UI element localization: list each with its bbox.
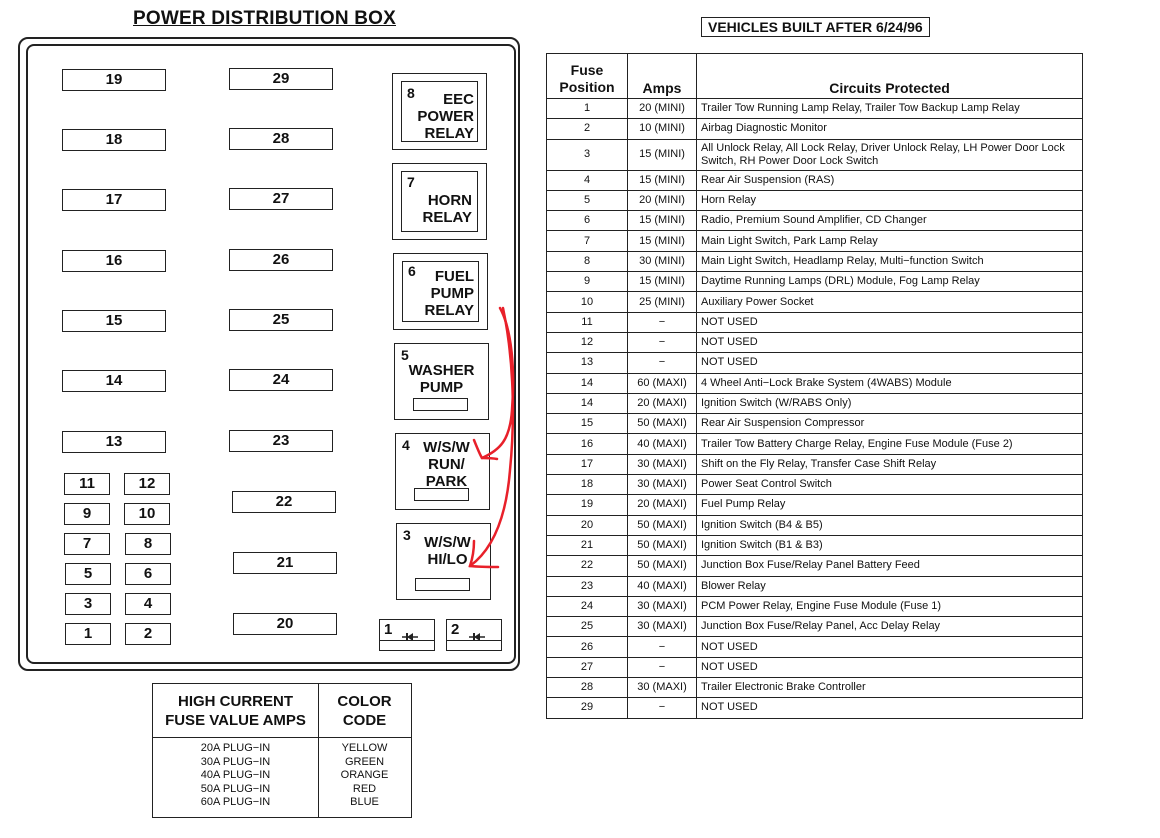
fuse-position-cell: 9 <box>547 272 628 292</box>
relay-label-line: W/S/W <box>424 534 471 551</box>
relay-label-line: RELAY <box>424 302 474 319</box>
fuse-amps-cell: − <box>628 637 697 657</box>
fuse-position-cell: 14 <box>547 373 628 393</box>
fuse-position-cell: 19 <box>547 495 628 515</box>
fuse-position-cell: 28 <box>547 678 628 698</box>
mini-fuse-slot: 2 <box>125 623 171 645</box>
fuse-circuits-cell: Shift on the Fly Relay, Transfer Case Shift Relay <box>697 454 1083 474</box>
legend-header-amps <box>153 692 318 730</box>
fuse-circuits-cell: 4 Wheel Anti−Lock Brake System (4WABS) Module <box>697 373 1083 393</box>
relay-eec-power <box>392 73 487 150</box>
fuse-table-row <box>547 393 1083 413</box>
fuse-slot: 28 <box>229 128 333 150</box>
fuse-amps-cell: 50 (MAXI) <box>628 556 697 576</box>
legend-value: 30A PLUG−IN <box>200 755 271 768</box>
fuse-amps-cell: 20 (MINI) <box>628 99 697 119</box>
fuse-amps-cell: 50 (MAXI) <box>628 414 697 434</box>
fuse-amps-cell: 10 (MINI) <box>628 119 697 139</box>
relay-wsw-hi-lo <box>396 523 491 600</box>
fuse-table-row <box>547 535 1083 555</box>
fuse-table-row <box>547 190 1083 210</box>
legend-colors-column <box>318 742 411 810</box>
fuse-slot: 13 <box>62 431 166 453</box>
legend-color: BLUE <box>350 796 379 808</box>
fuse-circuits-cell: Ignition Switch (B4 & B5) <box>697 515 1083 535</box>
fuse-table-row <box>547 495 1083 515</box>
fuse-circuits-cell: NOT USED <box>697 312 1083 332</box>
fuse-slot: 19 <box>62 69 166 91</box>
fuse-slot: 23 <box>229 430 333 452</box>
relay-number: 5 <box>401 347 409 363</box>
fuse-amps-cell: 40 (MAXI) <box>628 576 697 596</box>
mini-fuse-slot: 1 <box>65 623 111 645</box>
fuse-position-cell: 21 <box>547 535 628 555</box>
relay-wsw-run-park <box>395 433 490 510</box>
fuse-amps-cell: 15 (MINI) <box>628 139 697 170</box>
header-line: Position <box>559 79 615 95</box>
fuse-position-cell: 22 <box>547 556 628 576</box>
fuse-circuits-cell: Power Seat Control Switch <box>697 475 1083 495</box>
fuse-position-cell: 18 <box>547 475 628 495</box>
fuse-position-cell: 1 <box>547 99 628 119</box>
fuse-table-row <box>547 596 1083 616</box>
fuse-table-row <box>547 139 1083 170</box>
relay-label-line: POWER <box>417 108 474 125</box>
fuse-position-cell: 16 <box>547 434 628 454</box>
fuse-position-cell: 20 <box>547 515 628 535</box>
mini-fuse-slot: 8 <box>125 533 171 555</box>
fuse-amps-cell: 20 (MINI) <box>628 190 697 210</box>
relay-slot <box>414 488 469 501</box>
legend-header-line: FUSE VALUE AMPS <box>165 712 306 729</box>
legend-values-column <box>153 742 318 810</box>
diode-symbol-icon <box>469 632 485 642</box>
fuse-table-row <box>547 99 1083 119</box>
legend-color: GREEN <box>344 755 385 768</box>
fuse-position-cell: 8 <box>547 251 628 271</box>
mini-fuse-slot: 9 <box>64 503 110 525</box>
relay-label <box>401 362 482 396</box>
header-line: Fuse <box>570 62 604 78</box>
fuse-circuits-cell: Rear Air Suspension (RAS) <box>697 170 1083 190</box>
fuse-circuits-cell: PCM Power Relay, Engine Fuse Module (Fuse 1) <box>697 596 1083 616</box>
fuse-position-cell: 27 <box>547 657 628 677</box>
relay-label <box>425 268 474 319</box>
relay-fuel-pump <box>393 253 488 330</box>
fuse-circuits-cell: All Unlock Relay, All Lock Relay, Driver Unlock Relay, LH Power Door Lock Switch, RH Power Door Lock Switch <box>697 139 1083 170</box>
fuse-amps-cell: 30 (MAXI) <box>628 678 697 698</box>
mini-fuse-slot: 5 <box>65 563 111 585</box>
column-header-position <box>547 54 628 99</box>
fuse-position-cell: 17 <box>547 454 628 474</box>
fuse-position-cell: 6 <box>547 211 628 231</box>
fuse-position-cell: 26 <box>547 637 628 657</box>
fuse-table-row <box>547 515 1083 535</box>
relay-number: 8 <box>407 85 415 101</box>
fuse-circuits-cell: NOT USED <box>697 353 1083 373</box>
fuse-circuits-cell: NOT USED <box>697 698 1083 718</box>
fuse-amps-cell: 15 (MINI) <box>628 272 697 292</box>
power-distribution-box-title: POWER DISTRIBUTION BOX <box>133 8 397 29</box>
diode-number: 1 <box>384 621 393 638</box>
fuse-position-cell: 15 <box>547 414 628 434</box>
fuse-table-title: VEHICLES BUILT AFTER 6/24/96 <box>701 17 930 37</box>
fuse-amps-cell: 30 (MAXI) <box>628 475 697 495</box>
legend-value: 40A PLUG−IN <box>200 769 271 781</box>
fuse-table-row <box>547 332 1083 352</box>
fuse-circuits-cell: Trailer Electronic Brake Controller <box>697 678 1083 698</box>
fuse-amps-cell: 20 (MAXI) <box>628 495 697 515</box>
fuse-table-row <box>547 678 1083 698</box>
fuse-amps-cell: 20 (MAXI) <box>628 393 697 413</box>
diode-symbol-icon <box>402 632 418 642</box>
relay-slot <box>415 578 470 591</box>
fuse-amps-cell: − <box>628 657 697 677</box>
fuse-position-cell: 10 <box>547 292 628 312</box>
fuse-slot: 17 <box>62 189 166 211</box>
legend-header-line: HIGH CURRENT <box>178 693 293 710</box>
fuse-table-row <box>547 373 1083 393</box>
relay-label-line: HI/LO <box>427 551 468 568</box>
fuse-table-row <box>547 475 1083 495</box>
fuse-position-cell: 12 <box>547 332 628 352</box>
fuse-table-row <box>547 119 1083 139</box>
mini-fuse-slot: 3 <box>65 593 111 615</box>
mini-fuse-slot: 10 <box>124 503 170 525</box>
fuse-table-row <box>547 434 1083 454</box>
mini-fuse-slot: 4 <box>125 593 171 615</box>
fuse-amps-cell: − <box>628 698 697 718</box>
legend-header-line: COLOR <box>337 693 392 710</box>
fuse-circuits-cell: Main Light Switch, Park Lamp Relay <box>697 231 1083 251</box>
relay-number: 7 <box>407 174 415 190</box>
relay-number: 6 <box>408 263 416 279</box>
fuse-circuits-cell: NOT USED <box>697 332 1083 352</box>
fuse-table-row <box>547 576 1083 596</box>
fuse-table-row <box>547 556 1083 576</box>
relay-label-line: RELAY <box>424 125 474 142</box>
legend-color: ORANGE <box>340 769 389 781</box>
fuse-amps-cell: 60 (MAXI) <box>628 373 697 393</box>
fuse-circuits-cell: Blower Relay <box>697 576 1083 596</box>
legend-color: RED <box>352 782 377 795</box>
fuse-amps-cell: − <box>628 353 697 373</box>
fuse-circuits-cell: Trailer Tow Battery Charge Relay, Engine Fuse Module (Fuse 2) <box>697 434 1083 454</box>
mini-fuse-slot: 12 <box>124 473 170 495</box>
legend-value: 50A PLUG−IN <box>200 782 271 795</box>
mini-fuse-slot: 11 <box>64 473 110 495</box>
fuse-slot: 16 <box>62 250 166 272</box>
fuse-slot: 22 <box>232 491 336 513</box>
fuse-table-row <box>547 272 1083 292</box>
fuse-slot: 18 <box>62 129 166 151</box>
fuse-slot: 26 <box>229 249 333 271</box>
fuse-position-cell: 29 <box>547 698 628 718</box>
fuse-table-row <box>547 231 1083 251</box>
fuse-amps-cell: 30 (MAXI) <box>628 596 697 616</box>
column-header-circuits: Circuits Protected <box>697 54 1083 99</box>
fuse-table-row <box>547 211 1083 231</box>
legend-header-line: CODE <box>342 712 387 729</box>
fuse-circuits-cell: Junction Box Fuse/Relay Panel, Acc Delay Relay <box>697 617 1083 637</box>
legend-value: 20A PLUG−IN <box>200 742 271 754</box>
fuse-table-row <box>547 454 1083 474</box>
fuse-position-cell: 2 <box>547 119 628 139</box>
fuse-circuits-cell: Ignition Switch (B1 & B3) <box>697 535 1083 555</box>
legend-color: YELLOW <box>341 742 388 754</box>
fuse-table <box>546 53 1083 719</box>
relay-label-line: W/S/W <box>423 439 470 456</box>
fuse-table-row <box>547 251 1083 271</box>
fuse-circuits-cell: Fuel Pump Relay <box>697 495 1083 515</box>
fuse-position-cell: 3 <box>547 139 628 170</box>
legend-value: 60A PLUG−IN <box>200 796 271 808</box>
fuse-amps-cell: 50 (MAXI) <box>628 535 697 555</box>
fuse-circuits-cell: Trailer Tow Running Lamp Relay, Trailer Tow Backup Lamp Relay <box>697 99 1083 119</box>
relay-label-line: RELAY <box>422 209 472 226</box>
relay-label <box>423 192 472 226</box>
relay-label-line: PARK <box>425 473 468 490</box>
fuse-slot: 20 <box>233 613 337 635</box>
fuse-circuits-cell: NOT USED <box>697 657 1083 677</box>
fuse-amps-cell: 30 (MAXI) <box>628 617 697 637</box>
fuse-amps-cell: 30 (MINI) <box>628 251 697 271</box>
column-header-amps: Amps <box>628 54 697 99</box>
fuse-position-cell: 23 <box>547 576 628 596</box>
fuse-circuits-cell: NOT USED <box>697 637 1083 657</box>
relay-label-line: EEC <box>443 91 474 108</box>
fuse-circuits-cell: Junction Box Fuse/Relay Panel Battery Feed <box>697 556 1083 576</box>
fuse-amps-cell: 15 (MINI) <box>628 231 697 251</box>
fuse-table-row <box>547 698 1083 718</box>
fuse-circuits-cell: Daytime Running Lamps (DRL) Module, Fog Lamp Relay <box>697 272 1083 292</box>
fuse-position-cell: 14 <box>547 393 628 413</box>
diode-1 <box>379 619 435 651</box>
relay-label-line: PUMP <box>419 379 464 396</box>
diode-2 <box>446 619 502 651</box>
relay-label-line: FUEL <box>434 268 474 285</box>
mini-fuse-slot: 6 <box>125 563 171 585</box>
fuse-slot: 21 <box>233 552 337 574</box>
fuse-circuits-cell: Auxiliary Power Socket <box>697 292 1083 312</box>
fuse-position-cell: 11 <box>547 312 628 332</box>
fuse-position-cell: 4 <box>547 170 628 190</box>
relay-label-line: PUMP <box>430 285 474 302</box>
relay-number: 3 <box>403 527 411 543</box>
fuse-amps-cell: 15 (MINI) <box>628 170 697 190</box>
fuse-position-cell: 13 <box>547 353 628 373</box>
fuse-color-legend <box>152 683 412 818</box>
relay-label-line: HORN <box>427 192 472 209</box>
fuse-slot: 27 <box>229 188 333 210</box>
relay-label <box>411 534 484 568</box>
relay-horn <box>392 163 487 240</box>
relay-label <box>410 439 483 490</box>
fuse-table-row <box>547 353 1083 373</box>
fuse-table-header-row <box>547 54 1083 99</box>
fuse-circuits-cell: Horn Relay <box>697 190 1083 210</box>
fuse-table-row <box>547 292 1083 312</box>
fuse-circuits-cell: Radio, Premium Sound Amplifier, CD Changer <box>697 211 1083 231</box>
fuse-position-cell: 25 <box>547 617 628 637</box>
relay-washer-pump <box>394 343 489 420</box>
relay-slot <box>413 398 468 411</box>
fuse-amps-cell: 50 (MAXI) <box>628 515 697 535</box>
fuse-amps-cell: − <box>628 332 697 352</box>
fuse-circuits-cell: Airbag Diagnostic Monitor <box>697 119 1083 139</box>
fuse-circuits-cell: Ignition Switch (W/RABS Only) <box>697 393 1083 413</box>
fuse-circuits-cell: Main Light Switch, Headlamp Relay, Multi−function Switch <box>697 251 1083 271</box>
fuse-amps-cell: 15 (MINI) <box>628 211 697 231</box>
fuse-table-row <box>547 657 1083 677</box>
fuse-position-cell: 5 <box>547 190 628 210</box>
fuse-slot: 15 <box>62 310 166 332</box>
fuse-slot: 25 <box>229 309 333 331</box>
fuse-amps-cell: 30 (MAXI) <box>628 454 697 474</box>
relay-label <box>417 91 474 142</box>
fuse-circuits-cell: Rear Air Suspension Compressor <box>697 414 1083 434</box>
fuse-amps-cell: 40 (MAXI) <box>628 434 697 454</box>
diode-number: 2 <box>451 621 460 638</box>
fuse-slot: 24 <box>229 369 333 391</box>
fuse-table-row <box>547 312 1083 332</box>
relay-number: 4 <box>402 437 410 453</box>
fuse-position-cell: 7 <box>547 231 628 251</box>
fuse-table-row <box>547 170 1083 190</box>
fuse-table-row <box>547 617 1083 637</box>
mini-fuse-slot: 7 <box>64 533 110 555</box>
fuse-amps-cell: 25 (MINI) <box>628 292 697 312</box>
fuse-slot: 14 <box>62 370 166 392</box>
fuse-position-cell: 24 <box>547 596 628 616</box>
fuse-slot: 29 <box>229 68 333 90</box>
fuse-table-row <box>547 414 1083 434</box>
relay-label-line: RUN/ <box>428 456 465 473</box>
fuse-table-row <box>547 637 1083 657</box>
fuse-amps-cell: − <box>628 312 697 332</box>
relay-label-line: WASHER <box>408 362 475 379</box>
legend-header-color <box>318 692 411 730</box>
